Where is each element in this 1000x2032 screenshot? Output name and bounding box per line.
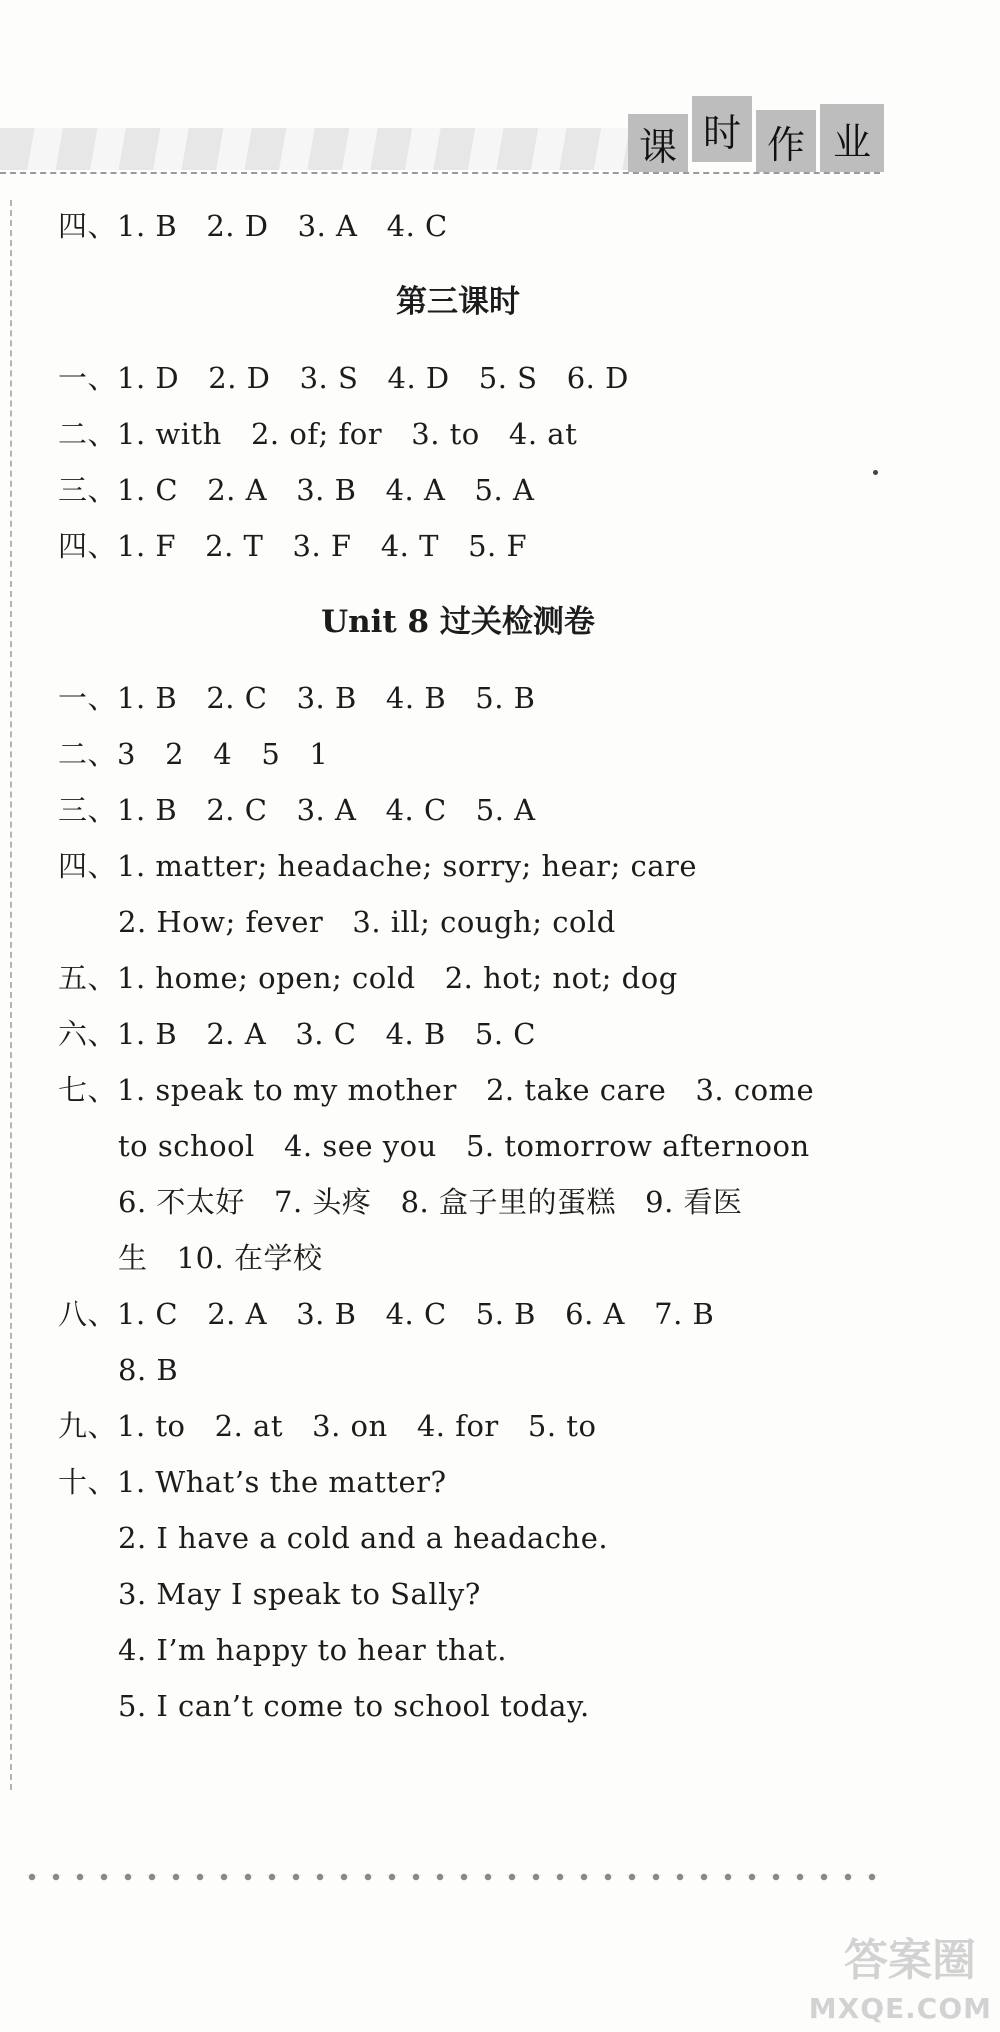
answer-line: 二、3 2 4 5 1	[58, 737, 329, 771]
answer-line: 三、1. C 2. A 3. B 4. A 5. A	[58, 473, 535, 507]
badge-char-1: 课	[628, 114, 688, 172]
answer-line-continued: 4. I’m happy to hear that.	[118, 1633, 508, 1667]
header-decorative-band	[0, 128, 640, 170]
answer-line: 九、1. to 2. at 3. on 4. for 5. to	[58, 1409, 597, 1443]
answer-line: 五、1. home; open; cold 2. hot; not; dog	[58, 961, 678, 995]
answer-line: 十、1. What’s the matter?	[58, 1465, 447, 1499]
answer-line-continued: to school 4. see you 5. tomorrow afternoon	[118, 1129, 810, 1163]
answer-line: 一、1. B 2. C 3. B 4. B 5. B	[58, 681, 536, 715]
section-heading: 第三课时	[396, 284, 520, 320]
left-margin-rule	[10, 200, 12, 1790]
answer-line: 三、1. B 2. C 3. A 4. C 5. A	[58, 793, 536, 827]
section-badge	[628, 96, 888, 176]
watermark-url: MXQE.COM	[808, 1992, 992, 2025]
badge-char-3: 作	[756, 110, 816, 172]
badge-char-4: 业	[820, 104, 884, 172]
answer-line: 二、1. with 2. of; for 3. to 4. at	[58, 417, 578, 451]
watermark-logo	[808, 1920, 1000, 2032]
answer-line: 七、1. speak to my mother 2. take care 3. come	[58, 1073, 815, 1107]
answer-line: 四、1. F 2. T 3. F 4. T 5. F	[58, 529, 528, 563]
answer-key-content	[58, 198, 958, 1734]
badge-char-2: 时	[692, 96, 752, 162]
answer-line: 六、1. B 2. A 3. C 4. B 5. C	[58, 1017, 536, 1051]
answer-line: 一、1. D 2. D 3. S 4. D 5. S 6. D	[58, 361, 629, 395]
footer-dotted-border	[20, 1869, 880, 1885]
watermark-text: 答案圈	[844, 1935, 976, 1986]
answer-line-continued: 6. 不太好 7. 头疼 8. 盒子里的蛋糕 9. 看医	[118, 1185, 743, 1219]
answer-line-continued: 2. I have a cold and a headache.	[118, 1521, 609, 1555]
answer-line-continued: 3. May I speak to Sally?	[118, 1577, 481, 1611]
answer-line-continued: 8. B	[118, 1353, 179, 1387]
answer-line-continued: 生 10. 在学校	[118, 1241, 323, 1275]
answer-line: 四、1. matter; headache; sorry; hear; care	[58, 849, 698, 883]
answer-line: 八、1. C 2. A 3. B 4. C 5. B 6. A 7. B	[58, 1297, 715, 1331]
answer-line: 四、1. B 2. D 3. A 4. C	[58, 209, 448, 243]
answer-line-continued: 2. How; fever 3. ill; cough; cold	[118, 905, 616, 939]
answer-line-continued: 5. I can’t come to school today.	[118, 1689, 590, 1723]
section-heading: Unit 8 过关检测卷	[321, 604, 595, 640]
